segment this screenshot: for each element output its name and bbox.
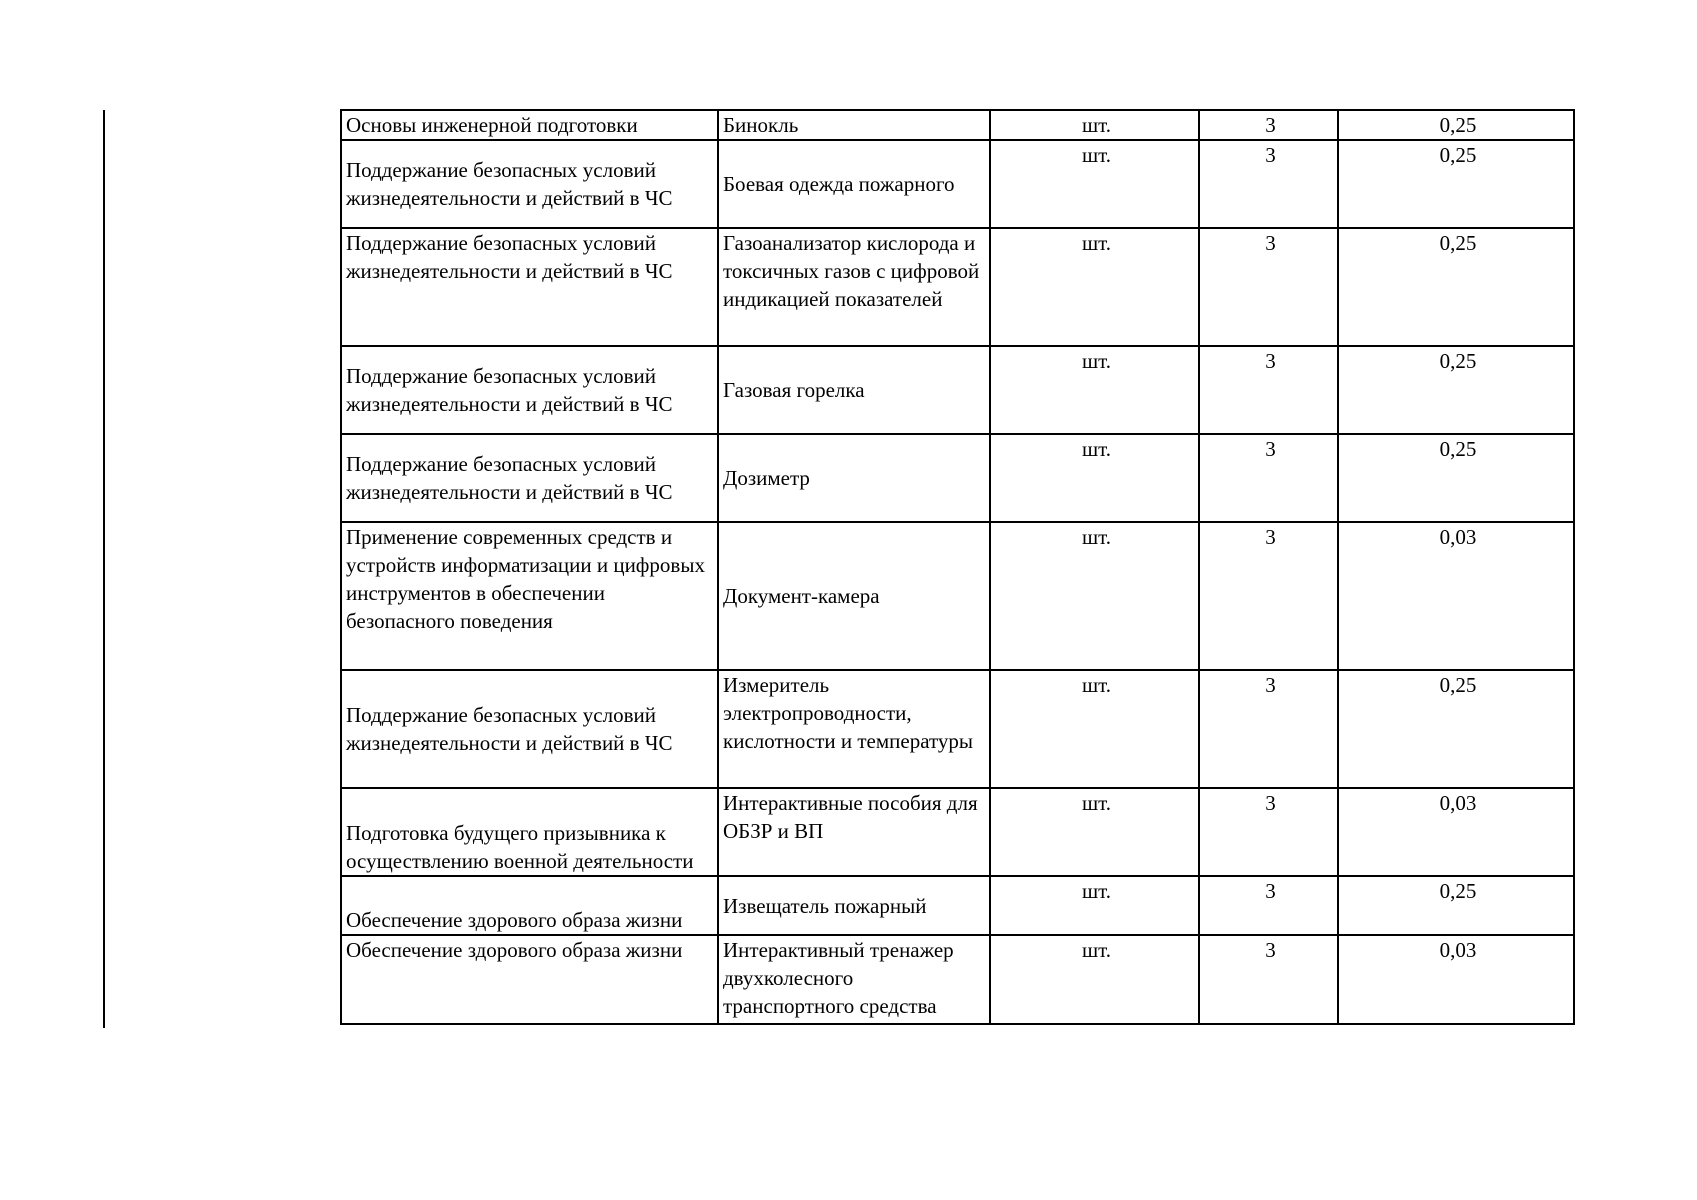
coef-text: 0,03 — [1439, 525, 1477, 549]
topic-cell — [341, 522, 718, 670]
item-cell — [718, 670, 990, 788]
unit-text: шт. — [1081, 437, 1112, 461]
topic-text: Применение современных средств и устройств информатизации и цифровых инструментов в обеспечении безопасного поведения — [346, 525, 705, 633]
item-cell — [718, 876, 990, 935]
topic-cell — [341, 670, 718, 788]
unit-text: шт. — [1081, 791, 1112, 815]
qty-cell — [1199, 670, 1338, 788]
topic-text: Поддержание безопасных условий жизнедеятельности и действий в ЧС — [346, 364, 673, 416]
topic-cell — [341, 788, 718, 876]
qty-text: 3 — [1265, 525, 1276, 549]
coef-cell — [1338, 670, 1574, 788]
item-text: Интерактивный тренажер двухколесного транспортного средства — [723, 938, 954, 1018]
coef-cell — [1338, 140, 1574, 228]
qty-text: 3 — [1265, 113, 1276, 137]
unit-cell — [990, 788, 1199, 876]
topic-cell — [341, 346, 718, 434]
qty-text: 3 — [1265, 791, 1276, 815]
item-text: Измеритель электропроводности, кислотности и температуры — [723, 673, 974, 753]
coef-text: 0,25 — [1439, 113, 1477, 137]
unit-cell — [990, 522, 1199, 670]
qty-cell — [1199, 935, 1338, 1024]
topic-text: Основы инженерной подготовки — [346, 113, 638, 137]
item-text: Газоанализатор кислорода и токсичных газов с цифровой индикацией показателей — [723, 231, 980, 311]
qty-text: 3 — [1265, 349, 1276, 373]
table-row — [341, 788, 1574, 876]
coef-cell — [1338, 935, 1574, 1024]
unit-text: шт. — [1081, 143, 1112, 167]
qty-text: 3 — [1265, 143, 1276, 167]
coef-text: 0,25 — [1439, 879, 1477, 903]
qty-cell — [1199, 140, 1338, 228]
topic-text: Поддержание безопасных условий жизнедеятельности и действий в ЧС — [346, 452, 673, 504]
equipment-table — [340, 109, 1575, 1025]
topic-text: Подготовка будущего призывника к осуществлению военной деятельности — [346, 821, 694, 873]
unit-cell — [990, 110, 1199, 140]
topic-cell — [341, 110, 718, 140]
item-text: Интерактивные пособия для ОБЗР и ВП — [723, 791, 978, 843]
coef-cell — [1338, 228, 1574, 346]
item-text: Дозиметр — [723, 466, 810, 490]
qty-cell — [1199, 346, 1338, 434]
qty-text: 3 — [1265, 879, 1276, 903]
unit-cell — [990, 228, 1199, 346]
item-cell — [718, 140, 990, 228]
item-cell — [718, 788, 990, 876]
coef-cell — [1338, 346, 1574, 434]
topic-cell — [341, 876, 718, 935]
unit-cell — [990, 670, 1199, 788]
table-row — [341, 670, 1574, 788]
coef-cell — [1338, 788, 1574, 876]
qty-text: 3 — [1265, 938, 1276, 962]
item-cell — [718, 522, 990, 670]
qty-cell — [1199, 788, 1338, 876]
unit-text: шт. — [1081, 879, 1112, 903]
coef-text: 0,03 — [1439, 938, 1477, 962]
qty-text: 3 — [1265, 231, 1276, 255]
unit-text: шт. — [1081, 231, 1112, 255]
coef-cell — [1338, 876, 1574, 935]
topic-cell — [341, 935, 718, 1024]
coef-text: 0,25 — [1439, 231, 1477, 255]
table-row — [341, 434, 1574, 522]
page-margin-line — [103, 110, 105, 1028]
table-row — [341, 110, 1574, 140]
topic-text: Обеспечение здорового образа жизни — [346, 908, 683, 932]
item-cell — [718, 110, 990, 140]
qty-cell — [1199, 876, 1338, 935]
unit-cell — [990, 140, 1199, 228]
table-row — [341, 522, 1574, 670]
qty-cell — [1199, 110, 1338, 140]
item-text: Бинокль — [723, 113, 799, 137]
topic-cell — [341, 140, 718, 228]
item-cell — [718, 346, 990, 434]
table-row — [341, 935, 1574, 1024]
item-text: Газовая горелка — [723, 378, 865, 402]
unit-cell — [990, 434, 1199, 522]
unit-text: шт. — [1081, 349, 1112, 373]
qty-cell — [1199, 228, 1338, 346]
unit-text: шт. — [1081, 938, 1112, 962]
coef-cell — [1338, 434, 1574, 522]
coef-cell — [1338, 110, 1574, 140]
unit-text: шт. — [1081, 673, 1112, 697]
topic-text: Поддержание безопасных условий жизнедеятельности и действий в ЧС — [346, 158, 673, 210]
topic-cell — [341, 228, 718, 346]
qty-text: 3 — [1265, 673, 1276, 697]
coef-text: 0,25 — [1439, 437, 1477, 461]
table-row — [341, 228, 1574, 346]
item-cell — [718, 935, 990, 1024]
unit-cell — [990, 935, 1199, 1024]
coef-text: 0,25 — [1439, 143, 1477, 167]
unit-text: шт. — [1081, 113, 1112, 137]
coef-text: 0,25 — [1439, 349, 1477, 373]
topic-cell — [341, 434, 718, 522]
topic-text: Обеспечение здорового образа жизни — [346, 938, 683, 962]
item-text: Документ-камера — [723, 584, 880, 608]
qty-cell — [1199, 522, 1338, 670]
coef-text: 0,03 — [1439, 791, 1477, 815]
qty-cell — [1199, 434, 1338, 522]
table-row — [341, 140, 1574, 228]
item-cell — [718, 434, 990, 522]
unit-cell — [990, 346, 1199, 434]
topic-text: Поддержание безопасных условий жизнедеятельности и действий в ЧС — [346, 703, 673, 755]
item-text: Извещатель пожарный — [723, 893, 927, 918]
coef-cell — [1338, 522, 1574, 670]
item-text: Боевая одежда пожарного — [723, 172, 955, 196]
table-row — [341, 346, 1574, 434]
coef-text: 0,25 — [1439, 673, 1477, 697]
unit-cell — [990, 876, 1199, 935]
topic-text: Поддержание безопасных условий жизнедеятельности и действий в ЧС — [346, 231, 673, 283]
table-row — [341, 876, 1574, 935]
qty-text: 3 — [1265, 437, 1276, 461]
item-cell — [718, 228, 990, 346]
unit-text: шт. — [1081, 525, 1112, 549]
